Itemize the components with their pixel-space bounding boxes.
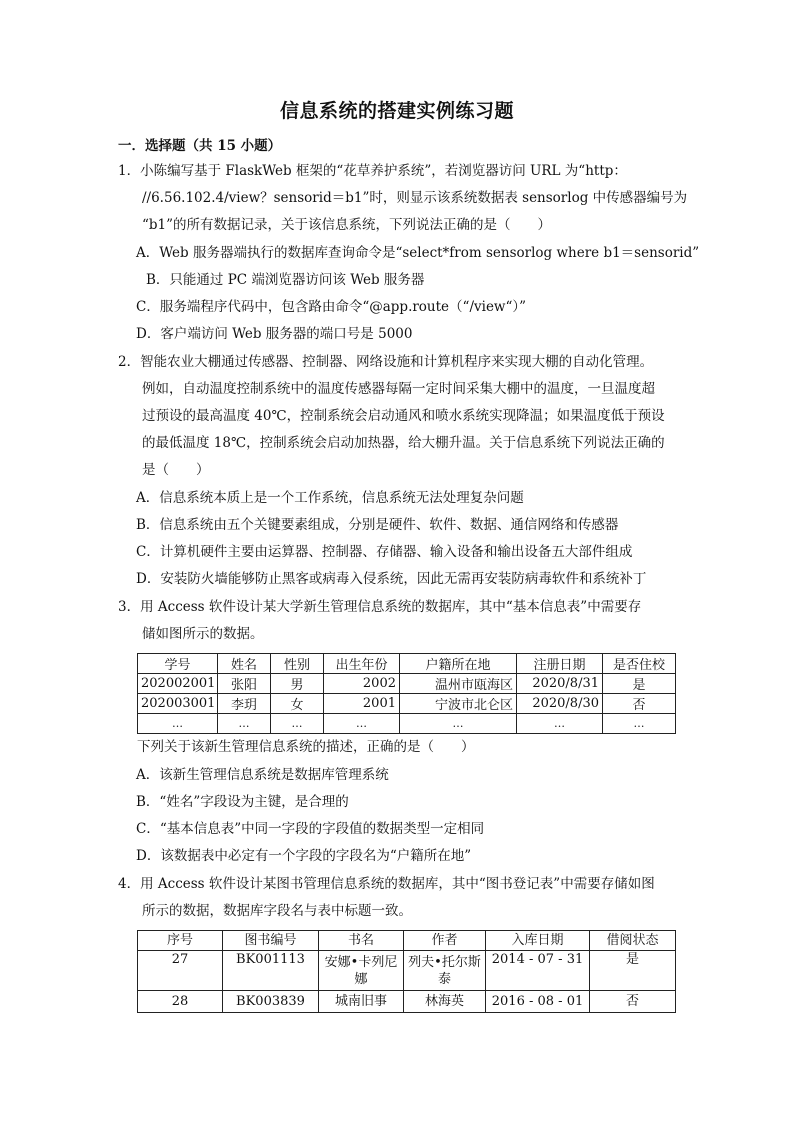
page-title: 信息系统的搭建实例练习题 (279, 100, 514, 122)
q1-line-3: “b1”的所有数据记录，关于该信息系统，下列说法正确的是（ ） (142, 217, 552, 233)
table-cell: 2016 - 08 - 01 (486, 991, 590, 1013)
q2-line-2: 例如，自动温度控制系统中的温度传感器每隔一定时间采集大棚中的温度，一旦温度超 (142, 381, 655, 397)
q1-line-2: //6.56.102.4/view？sensorid＝b1”时，则显示该系统数据表 sensorlog 中传感器编号为 (142, 190, 688, 206)
section-heading: 一．选择题（共 15 小题） (118, 138, 282, 154)
table-cell: 28 (138, 991, 223, 1013)
table-cell: … (324, 714, 400, 734)
q2-option-c: C．计算机硬件主要由运算器、控制器、存储器、输入设备和输出设备五大部件组成 (136, 544, 633, 560)
table-cell: 男 (271, 674, 324, 694)
table-cell: … (517, 714, 603, 734)
table-cell: BK001113 (223, 951, 319, 991)
q2-line-1: 2．智能农业大棚通过传感器、控制器、网络设施和计算机程序来实现大棚的自动化管理。 (118, 354, 654, 370)
table-row (138, 694, 676, 714)
table-cell: 2014 - 07 - 31 (486, 951, 590, 991)
q1-option-c: C．服务端程序代码中，包含路由命令“@app.route（“/view“）” (136, 299, 527, 315)
table-cell: 2020/8/31 (517, 674, 603, 694)
table-row (138, 951, 676, 991)
table-cell: 2002 (324, 674, 400, 694)
column-header: 图书编号 (223, 931, 319, 951)
column-header: 作者 (404, 931, 486, 951)
q2-line-4: 的最低温度 18℃，控制系统会启动加热器，给大棚升温。关于信息系统下列说法正确的 (142, 435, 665, 451)
q1-option-d: D．客户端访问 Web 服务器的端口号是 5000 (136, 326, 413, 342)
table-cell: 2020/8/30 (517, 694, 603, 714)
column-header: 学号 (138, 654, 218, 674)
table-cell: … (400, 714, 517, 734)
table-cell: 2001 (324, 694, 400, 714)
q2-option-d: D．安装防火墙能够防止黑客或病毒入侵系统，因此无需再安装防病毒软件和系统补丁 (136, 571, 647, 587)
student-info-table (137, 653, 676, 734)
q2-line-3: 过预设的最高温度 40℃，控制系统会启动通风和喷水系统实现降温；如果温度低于预设 (142, 408, 665, 424)
book-register-table (137, 930, 676, 1013)
q1-option-b: B．只能通过 PC 端浏览器访问该 Web 服务器 (146, 272, 425, 288)
table-cell: 温州市瓯海区 (400, 674, 517, 694)
q3-line-1: 3．用 Access 软件设计某大学新生管理信息系统的数据库，其中“基本信息表”中需要存 (118, 599, 642, 615)
q1-line-1: 1．小陈编写基于 FlaskWeb 框架的“花草养护系统”，若浏览器访问 URL 为“http： (118, 163, 627, 179)
table-cell: 是 (590, 951, 676, 991)
column-header: 是否住校 (603, 654, 676, 674)
table-cell: 是 (603, 674, 676, 694)
q4-line-2: 所示的数据，数据库字段名与表中标题一致。 (142, 903, 412, 919)
column-header: 姓名 (218, 654, 271, 674)
column-header: 户籍所在地 (400, 654, 517, 674)
table-cell: 女 (271, 694, 324, 714)
q3-option-c: C．“基本信息表”中同一字段的字段值的数据类型一定相同 (136, 821, 485, 837)
table-cell: 城南旧事 (319, 991, 404, 1013)
table-cell: … (218, 714, 271, 734)
q1-option-a: A．Web 服务器端执行的数据库查询命令是“select*from sensorlog where b1＝sensorid” (136, 245, 700, 261)
table-cell: 张阳 (218, 674, 271, 694)
column-header: 借阅状态 (590, 931, 676, 951)
table-cell: 27 (138, 951, 223, 991)
table-cell: 列夫•托尔斯泰 (404, 951, 486, 991)
column-header: 注册日期 (517, 654, 603, 674)
q3-stem: 下列关于该新生管理信息系统的描述，正确的是（ ） (137, 739, 475, 755)
q3-option-d: D．该数据表中必定有一个字段的字段名为“户籍所在地” (136, 848, 472, 864)
table-row (138, 674, 676, 694)
column-header: 书名 (319, 931, 404, 951)
column-header: 入库日期 (486, 931, 590, 951)
table-row (138, 714, 676, 734)
q3-option-a: A．该新生管理信息系统是数据库管理系统 (136, 767, 389, 783)
q3-option-b: B．“姓名”字段设为主键，是合理的 (136, 794, 349, 810)
table-header-row (138, 931, 676, 951)
table-cell: 林海英 (404, 991, 486, 1013)
table-cell: 宁波市北仑区 (400, 694, 517, 714)
table-header-row (138, 654, 676, 674)
table-cell: BK003839 (223, 991, 319, 1013)
table-cell: … (603, 714, 676, 734)
q4-line-1: 4．用 Access 软件设计某图书管理信息系统的数据库，其中“图书登记表”中需要存储如图 (118, 876, 655, 892)
table-cell: … (271, 714, 324, 734)
table-cell: … (138, 714, 218, 734)
q2-line-5: 是（ ） (142, 462, 210, 478)
table-cell: 李玥 (218, 694, 271, 714)
q3-line-2: 储如图所示的数据。 (142, 626, 264, 642)
q2-option-b: B．信息系统由五个关键要素组成，分别是硬件、软件、数据、通信网络和传感器 (136, 517, 619, 533)
column-header: 序号 (138, 931, 223, 951)
q2-option-a: A．信息系统本质上是一个工作系统，信息系统无法处理复杂问题 (136, 490, 524, 506)
table-row (138, 991, 676, 1013)
column-header: 出生年份 (324, 654, 400, 674)
table-cell: 否 (603, 694, 676, 714)
column-header: 性别 (271, 654, 324, 674)
table-cell: 否 (590, 991, 676, 1013)
table-cell: 202002001 (138, 674, 218, 694)
table-cell: 安娜•卡列尼娜 (319, 951, 404, 991)
table-cell: 202003001 (138, 694, 218, 714)
